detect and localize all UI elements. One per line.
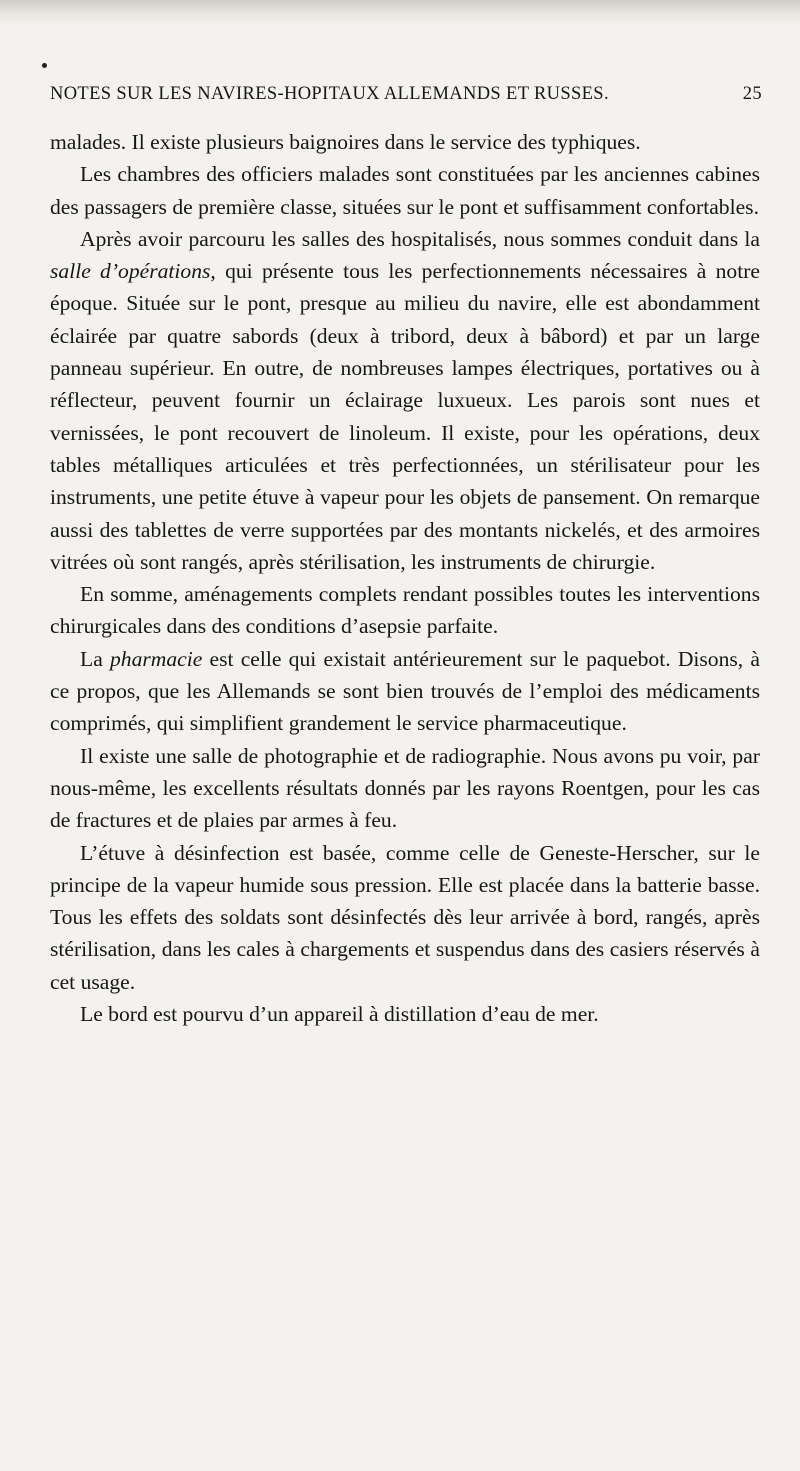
paragraph-text: La [80, 646, 110, 671]
paragraph-pharmacy [50, 643, 760, 740]
emphasis-pharmacie: pharmacie [109, 646, 203, 671]
emphasis-salle-operations: salle d’opérations [50, 259, 211, 284]
paragraph-officer-cabins: Les chambres des officiers malades sont constituées par les anciennes cabines des passagers de première classe, situées sur le pont et suffisamment confortables. [50, 162, 760, 219]
page-number: 25 [742, 84, 762, 104]
paragraph-text: Après avoir parcouru les salles des hospitalisés, nous sommes conduit dans la [80, 226, 760, 251]
paragraph-disinfection: L’étuve à désinfection est basée, comme celle de Geneste-Herscher, sur le principe de la vapeur humide sous pression. Elle est placée dans la batterie basse. Tous les effets des soldats sont désinfectés dès leur arrivée à bord, rangés, après stérilisation, dans les cales à chargements et suspendus dans des casiers réservés à cet usage. [50, 840, 760, 994]
running-header [50, 84, 762, 105]
page-top-edge [0, 0, 800, 26]
paragraph-summary: En somme, aménagements complets rendant possibles toutes les interventions chirurgicales dans des conditions d’asepsie parfaite. [50, 582, 760, 639]
ink-speck [42, 63, 47, 68]
body-text [50, 126, 760, 1030]
paragraph-continued: malades. Il existe plusieurs baignoires dans le service des typhiques. [50, 130, 641, 154]
paragraph-radiography: Il existe une salle de photographie et de radiographie. Nous avons pu voir, par nous-même, les excellents résultats donnés par les rayons Roentgen, pour les cas de fractures et de plaies par armes à feu. [50, 743, 760, 833]
paragraph-text: est celle qui existait antérieurement sur le paquebot. Disons, à ce propos, que les Allemands se sont bien trouvés de l’emploi des médicaments comprimés, qui simplifient grandement le service pharmaceutique. [50, 646, 760, 736]
paragraph-operating-room [50, 223, 760, 578]
paragraph-distillation: Le bord est pourvu d’un appareil à distillation d’eau de mer. [80, 1002, 599, 1027]
running-title: NOTES SUR LES NAVIRES-HOPITAUX ALLEMANDS ET RUSSES. [50, 84, 609, 104]
paragraph-text: , qui présente tous les perfectionnements nécessaires à notre époque. Située sur le pont, presque au milieu du navire, elle est abondamment éclairée par quatre sabords (deux à tribord, deux à bâbord) et par un large panneau supérieur. En outre, de nombreuses lampes électriques, portatives ou à réflecteur, peuvent fournir un éclairage luxueux. Les parois sont nues et vernissées, le pont recouvert de linoleum. Il existe, pour les opérations, deux tables métalliques articulées et très perfectionnées, un stérilisateur pour les instruments, une petite étuve à vapeur pour les objets de pansement. On remarque aussi des tablettes de verre supportées par des montants nickelés, et des armoires vitrées où sont rangés, après stérilisation, les instruments de chirurgie. [50, 259, 760, 574]
